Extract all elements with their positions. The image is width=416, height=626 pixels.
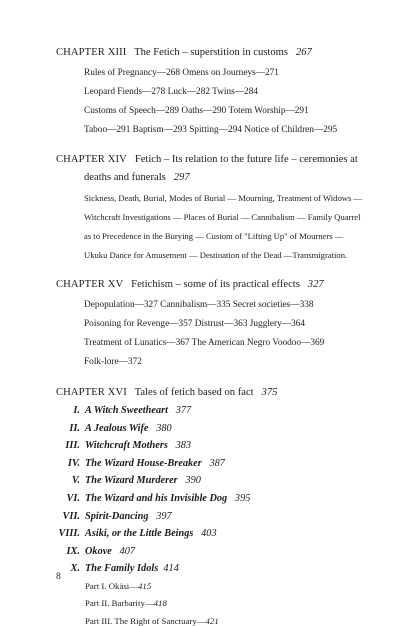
part-1-page: 415 [138, 581, 152, 591]
part-2-label: Part II. Barbarity— [85, 598, 154, 608]
tale-1 [85, 405, 191, 416]
tale-9 [85, 546, 135, 557]
tale-1-page: 377 [175, 405, 192, 416]
tale-3-title: Witchcraft Mothers [85, 440, 168, 451]
chapter-15-label: CHAPTER XV [56, 279, 124, 290]
tale-10-page: 414 [163, 563, 179, 574]
chapter-14-heading-cont [84, 172, 190, 183]
chapter-14-entries-3: as to Precedence in the Burying — Custom of "Lifting Up" of Mourners — [84, 231, 344, 241]
chapter-13-entries-1: Rules of Pregnancy—268 Omens on Journeys—271 [84, 68, 279, 78]
tale-9-numeral: IX. [66, 546, 80, 557]
chapter-13-heading [56, 47, 312, 58]
tale-3-page: 383 [175, 440, 192, 451]
chapter-14-label: CHAPTER XIV [56, 154, 127, 165]
chapter-14-entries-1: Sickness, Death, Burial, Modes of Burial — Mourning, Treatment of Widows — [84, 193, 363, 203]
tale-7-title: Spirit-Dancing [85, 511, 149, 522]
tale-3-numeral: III. [65, 440, 80, 451]
part-2-page: 418 [153, 598, 167, 608]
chapter-15-entries-1: Depopulation—327 Cannibalism—335 Secret societies—338 [84, 300, 314, 310]
chapter-15-entries-2: Poisoning for Revenge—357 Distrust—363 Jugglery—364 [84, 319, 306, 329]
chapter-15-entries-3: Treatment of Lunatics—367 The American Negro Voodoo—369 [84, 338, 325, 348]
chapter-14-page: 297 [173, 172, 190, 183]
tale-1-numeral: I. [73, 405, 80, 416]
chapter-15-entries-4: Folk-lore—372 [84, 357, 142, 367]
chapter-16-label: CHAPTER XVI [56, 387, 127, 398]
tale-2 [85, 423, 172, 434]
tale-7-page: 397 [156, 511, 172, 522]
chapter-13-title: The Fetich – superstition in customs [134, 47, 289, 58]
tale-4 [85, 458, 225, 469]
chapter-13-entries-4: Taboo—291 Baptism—293 Spitting—294 Notice of Children—295 [84, 125, 338, 135]
tale-7-numeral: VII. [62, 511, 80, 522]
chapter-14-title-line1: Fetich – Its relation to the future life – ceremonies at [134, 154, 358, 165]
chapter-15-heading [56, 279, 324, 290]
chapter-13-label: CHAPTER XIII [56, 47, 127, 58]
tale-5 [85, 475, 201, 486]
tale-5-title: The Wizard Murderer [85, 475, 178, 486]
part-1-label: Part I. Okäsi— [85, 581, 139, 591]
tale-10 [85, 563, 179, 574]
tale-6-numeral: VI. [66, 493, 80, 504]
tale-6-title: The Wizard and his Invisible Dog [85, 493, 228, 504]
chapter-14-title-line2: deaths and funerals [84, 172, 166, 183]
part-3 [85, 616, 219, 626]
tale-1-title: A Witch Sweetheart [85, 405, 168, 416]
chapter-15-page: 327 [307, 279, 324, 290]
tale-9-title: Okove [85, 546, 112, 557]
tale-8-page: 403 [201, 528, 217, 539]
chapter-15-title: Fetichism – some of its practical effects [131, 279, 300, 290]
chapter-14-entries-4: Ukuku Dance for Amusement — Destination of the Dead —Transmigration. [84, 250, 348, 260]
part-2 [85, 598, 167, 608]
part-3-page: 421 [205, 616, 219, 626]
tale-10-numeral: X. [70, 563, 80, 574]
tale-2-page: 380 [156, 423, 172, 434]
tale-8-title: Asiki, or the Little Beings [85, 528, 194, 539]
tale-9-page: 407 [119, 546, 136, 557]
tale-4-numeral: IV. [67, 458, 80, 469]
tale-4-page: 387 [209, 458, 225, 469]
chapter-13-entries-3: Customs of Speech—289 Oaths—290 Totem Worship—291 [84, 106, 309, 116]
tale-7 [85, 511, 172, 522]
chapter-13-page: 267 [295, 47, 312, 58]
part-3-label: Part III. The Right of Sanctuary— [85, 616, 206, 626]
page-number: 8 [56, 572, 61, 582]
chapter-14-entries-2: Witchcraft Investigations — Places of Burial — Cannibalism — Family Quarrel [84, 212, 361, 222]
tale-6 [85, 493, 250, 504]
tale-5-page: 390 [185, 475, 201, 486]
tale-8 [85, 528, 217, 539]
tale-4-title: The Wizard House-Breaker [85, 458, 202, 469]
tale-3 [85, 440, 191, 451]
tale-2-title: A Jealous Wife [85, 423, 149, 434]
tale-6-page: 395 [234, 493, 251, 504]
tale-5-numeral: V. [71, 475, 80, 486]
tale-10-title: The Family Idols [85, 563, 159, 574]
chapter-13-entries-2: Leopard Fiends—278 Luck—282 Twins—284 [84, 87, 258, 97]
chapter-16-title: Tales of fetich based on fact [134, 387, 254, 398]
chapter-16-heading [56, 387, 277, 398]
tale-2-numeral: II. [69, 423, 80, 434]
chapter-16-page: 375 [261, 387, 278, 398]
chapter-14-heading [56, 154, 358, 165]
tale-8-numeral: VIII. [58, 528, 80, 539]
